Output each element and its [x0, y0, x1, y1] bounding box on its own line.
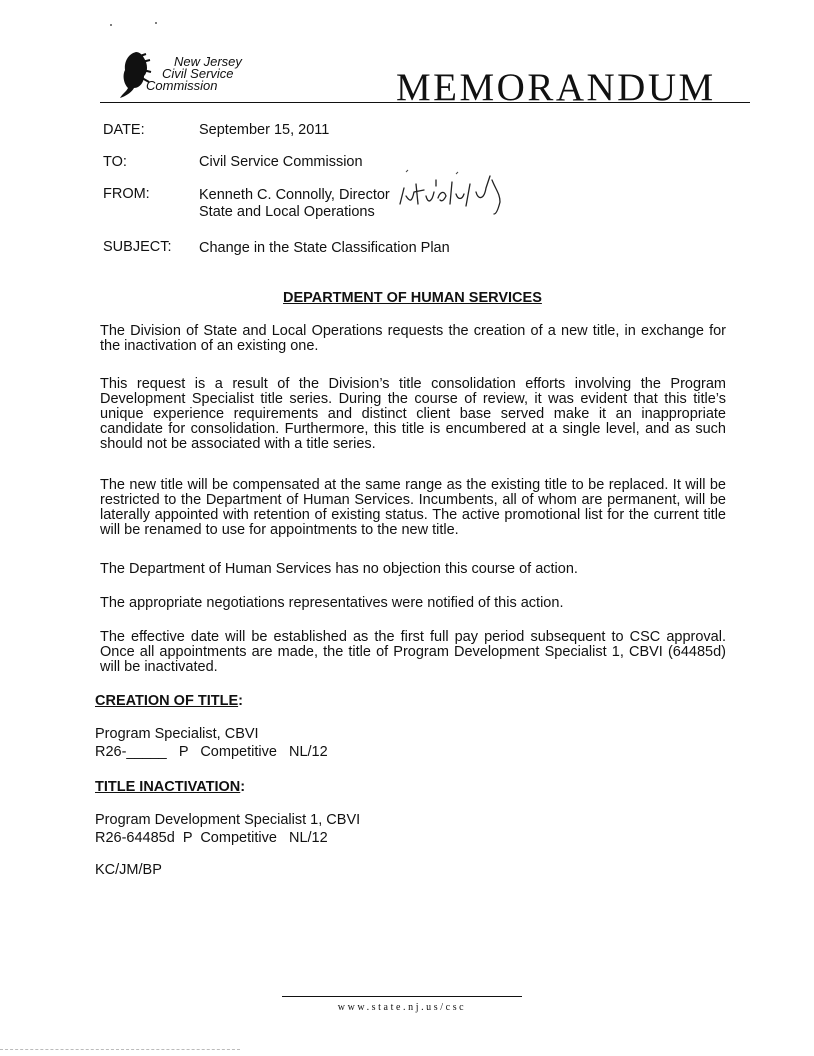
- paragraph-compensation: The new title will be compensated at the same range as the existing title to be replaced. It will be restricted to the Department of Human Services. Incumbents, all of whom are permanent, will be laterally appointed with retention of existing status. The active promotional list for the current title will be renamed to use for appointments to the new title.: [100, 477, 726, 538]
- creation-title-code: R26-_____ P Competitive NL/12: [95, 744, 328, 760]
- paragraph-no-objection: The Department of Human Services has no objection this course of action.: [100, 561, 578, 577]
- logo-line: Commission: [146, 78, 218, 93]
- scan-edge-mark: [0, 1049, 240, 1050]
- paragraph-negotiations: The appropriate negotiations representatives were notified of this action.: [100, 595, 564, 611]
- logo-line: Civil Service: [162, 66, 234, 81]
- from-label: FROM:: [103, 186, 150, 202]
- date-label: DATE:: [103, 122, 145, 138]
- footer-divider: [282, 996, 522, 997]
- paragraph-request: The Division of State and Local Operations requests the creation of a new title, in exchange for the inactivation of an existing one.: [100, 323, 726, 354]
- initials: KC/JM/BP: [95, 862, 162, 878]
- to-label: TO:: [103, 154, 127, 170]
- paragraph-effective-date: The effective date will be established as the first full pay period subsequent to CSC approval. Once all appointments are made, the title of Program Development Specialist 1, CBVI (64485d) will be inactivated.: [100, 629, 726, 675]
- subject-value: Change in the State Classification Plan: [199, 240, 450, 256]
- creation-title-name: Program Specialist, CBVI: [95, 726, 259, 742]
- department-heading: DEPARTMENT OF HUMAN SERVICES: [283, 290, 542, 306]
- inactivation-title-name: Program Development Specialist 1, CBVI: [95, 812, 361, 828]
- paragraph-consolidation: This request is a result of the Division’s title consolidation efforts involving the Program Development Specialist title series. During the course of review, it was evident that this title’s unique experience requirements and distinct client base served make it an inappropriate candidate for consolidation. Furthermore, this title is encumbered at a single level, and as such should not be associated with a title series.: [100, 376, 726, 452]
- footer-url: www.state.nj.us/csc: [337, 1002, 467, 1013]
- logo-wordmark: [146, 56, 242, 92]
- inactivation-heading-text: TITLE INACTIVATION: [95, 779, 241, 795]
- scan-speck: [155, 22, 157, 24]
- creation-heading-text: CREATION OF TITLE: [95, 693, 239, 709]
- creation-heading-colon: :: [238, 693, 243, 709]
- inactivation-heading-colon: :: [240, 779, 246, 795]
- date-value: September 15, 2011: [199, 122, 330, 138]
- inactivation-title-code: R26-64485d P Competitive NL/12: [95, 830, 328, 846]
- subject-label: SUBJECT:: [103, 239, 172, 255]
- from-value-line2: State and Local Operations: [199, 204, 375, 220]
- header-divider: [100, 102, 750, 103]
- to-value: Civil Service Commission: [199, 154, 363, 170]
- from-value: Kenneth C. Connolly, Director: [199, 187, 390, 203]
- inactivation-heading: [95, 778, 245, 796]
- memo-title: MEMORANDUM: [396, 66, 716, 109]
- creation-heading: [95, 692, 243, 710]
- logo-line: New Jersey: [174, 54, 242, 69]
- scan-speck: [110, 24, 112, 26]
- handwritten-signature: [396, 166, 524, 216]
